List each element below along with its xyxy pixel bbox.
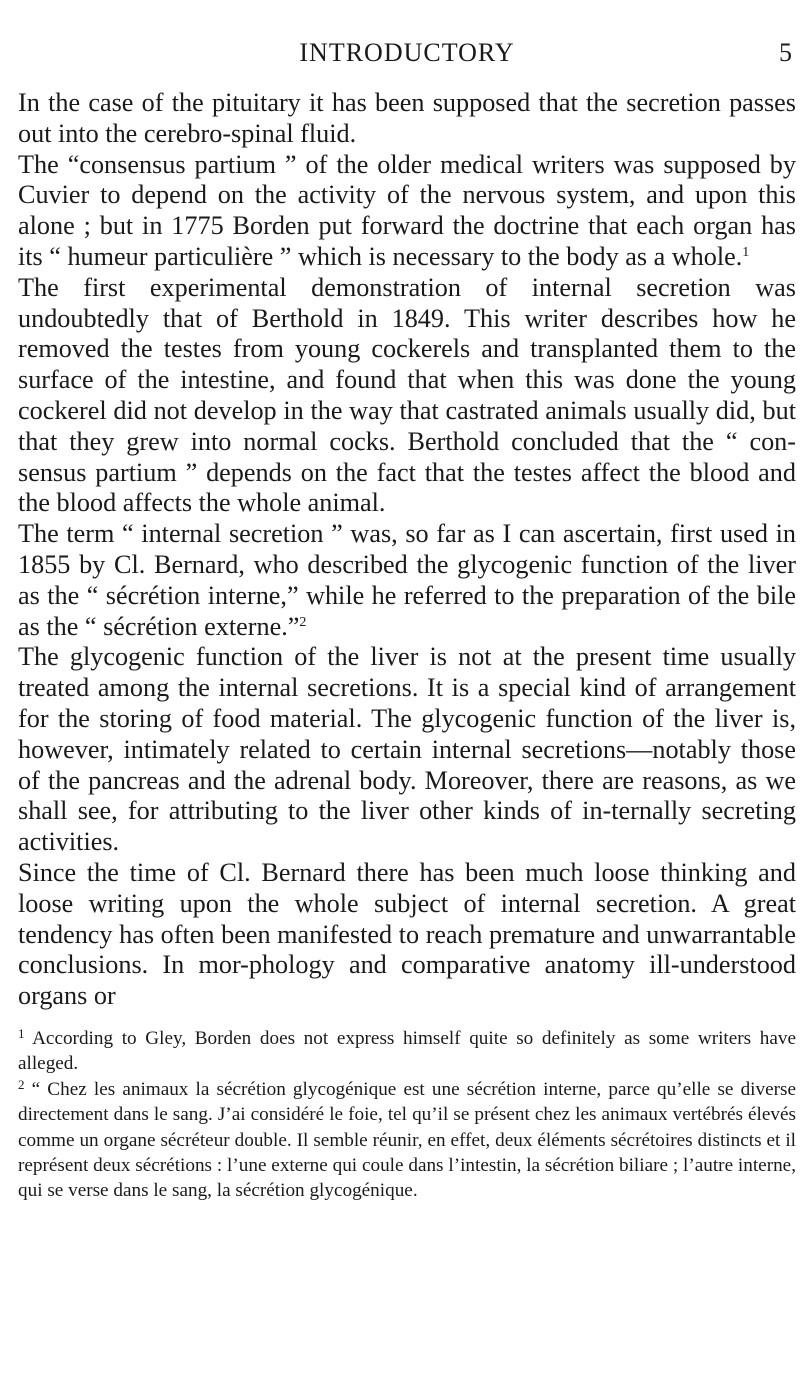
running-title: INTRODUCTORY	[299, 38, 515, 67]
footnote-2	[18, 1077, 796, 1204]
paragraph-text: Since the time of Cl. Bernard there has been much loose thinking and loose writing upon the whole subject of internal secretion. A great tendency has often been manifested to reach premature and unwarrantable conclusions. In mor-phology and comparative anatomy ill-understood organs or	[18, 857, 796, 1011]
footnote-1	[18, 1026, 796, 1077]
page-number: 5	[779, 38, 792, 67]
footnote-reference[interactable]: 2	[299, 614, 307, 630]
paragraph-text: In the case of the pituitary it has been supposed that the secretion passes out into the cerebro-spinal fluid.	[18, 88, 796, 148]
footnote-text: According to Gley, Borden does not express himself quite so definitely as some writers have alleged.	[18, 1027, 796, 1075]
paragraph-text: The “consensus partium ” of the older medical writers was supposed by Cuvier to depend on the activity of the nervous system, and upon this alone ; but in 1775 Borden put forward the doctrine that each organ has its “ humeur particulière ” which is necessary to the body as a whole.	[18, 149, 796, 271]
footnote-mark: 2	[18, 1076, 25, 1092]
paragraph-internal-secretion-term	[18, 519, 796, 642]
paragraph-loose-thinking	[18, 858, 796, 1012]
footnotes	[18, 1026, 796, 1204]
book-page	[18, 38, 796, 1204]
paragraph-pituitary	[18, 88, 796, 150]
paragraph-text: The glycogenic function of the liver is not at the present time usually treated among the internal secretions. It is a special kind of arrangement for the storing of food material. The glycogenic function of the liver is, however, intimately related to certain internal secretions—notably those of the pancreas and the adrenal body. Moreover, there are reasons, as we shall see, for attributing to the liver other kinds of in-ternally secreting activities.	[18, 642, 796, 857]
footnote-reference[interactable]: 1	[742, 244, 750, 260]
footnote-text: “ Chez les animaux la sécrétion glycogénique est une sécrétion interne, parce qu’elle se diverse directement dans le sang. J’ai considéré le foie, tel qu’il se présent chez les animaux vertébrés élevés comme un organe sécréteur double. Il semble réunir, en effet, deux éléments sécrétoires distincts et il représent deux sécrétions : l’une externe qui coule dans l’intestin, la sécrétion biliare ; l’autre interne, qui se verse dans le sang, la sécrétion glycogénique.	[18, 1078, 796, 1202]
body-text	[18, 88, 796, 1012]
paragraph-berthold	[18, 273, 796, 519]
paragraph-consensus-partium	[18, 150, 796, 273]
paragraph-text: The first experimental demonstration of internal secretion was undoubtedly that of Berthold in 1849. This writer describes how he removed the testes from young cockerels and transplanted them to the surface of the intestine, and found that when this was done the young cockerel did not develop in the way that castrated animals usually did, but that they grew into normal cocks. Berthold concluded that the “ con-sensus partium ” depends on the fact that the testes affect the blood and the blood affects the whole animal.	[18, 272, 796, 518]
footnote-mark: 1	[18, 1025, 25, 1041]
paragraph-glycogenic-function	[18, 642, 796, 858]
running-head	[18, 38, 796, 82]
paragraph-text: The term “ internal secretion ” was, so far as I can ascertain, first used in 1855 by Cl. Bernard, who described the glycogenic function of the liver as the “ sécrétion interne,” while he referred to the preparation of the bile as the “ sécrétion externe.”	[18, 519, 796, 641]
